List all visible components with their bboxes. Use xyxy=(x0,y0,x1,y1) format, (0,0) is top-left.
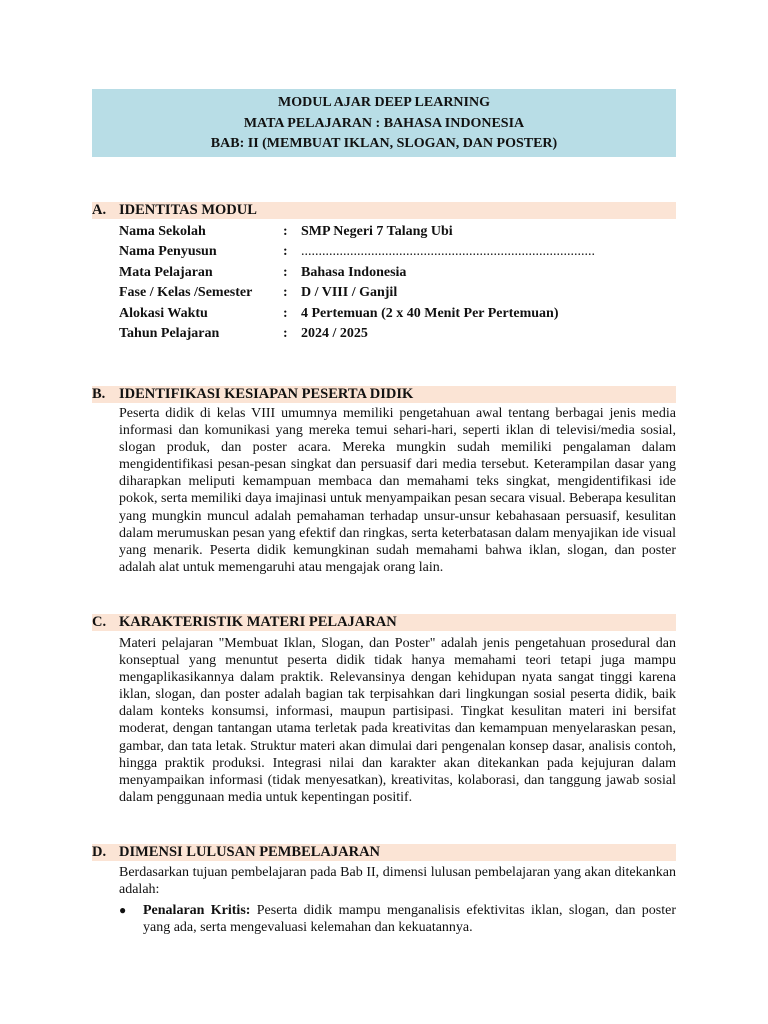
title-line-1: MODUL AJAR DEEP LEARNING xyxy=(278,95,490,110)
section-title: KARAKTERISTIK MATERI PELAJARAN xyxy=(119,614,397,630)
section-letter: A. xyxy=(92,202,107,218)
bullet-icon: ● xyxy=(119,903,127,917)
section-d-heading xyxy=(92,844,676,861)
identity-separator: : xyxy=(283,325,288,341)
identity-row xyxy=(119,324,676,344)
identity-value: Bahasa Indonesia xyxy=(301,264,407,280)
section-letter: B. xyxy=(92,386,106,402)
section-title: IDENTIFIKASI KESIAPAN PESERTA DIDIK xyxy=(119,386,414,402)
identity-row xyxy=(119,222,676,242)
section-letter: C. xyxy=(92,614,107,630)
identity-label: Alokasi Waktu xyxy=(119,305,208,321)
identity-row xyxy=(119,263,676,283)
section-title: DIMENSI LULUSAN PEMBELAJARAN xyxy=(119,844,381,860)
identity-value: SMP Negeri 7 Talang Ubi xyxy=(301,224,453,239)
identity-value: D / VIII / Ganjil xyxy=(301,285,398,301)
identity-row xyxy=(119,242,676,262)
identity-label: Fase / Kelas /Semester xyxy=(119,285,253,301)
list-item-term: Penalaran Kritis: xyxy=(143,903,251,918)
identity-separator: : xyxy=(283,264,288,280)
identity-separator: : xyxy=(283,285,288,301)
list-item-text: Peserta didik mampu menganalisis efektivitas iklan, slogan, dan poster yang ada, serta mengevaluasi kelemahan dan kekuatannya. xyxy=(143,903,676,936)
section-b-heading xyxy=(92,386,676,403)
identity-value: 2024 / 2025 xyxy=(301,325,368,341)
identity-label: Mata Pelajaran xyxy=(119,264,213,280)
section-title: IDENTITAS MODUL xyxy=(119,202,257,218)
identity-label: Tahun Pelajaran xyxy=(119,325,220,341)
identity-separator: : xyxy=(283,224,288,239)
list-item xyxy=(119,902,676,936)
identity-value: .................................................................................... xyxy=(301,244,595,260)
section-letter: D. xyxy=(92,844,107,860)
identity-row xyxy=(119,304,676,324)
title-line-3: BAB: II (MEMBUAT IKLAN, SLOGAN, DAN POSTER) xyxy=(210,136,558,151)
section-a-heading xyxy=(92,202,676,219)
identity-table xyxy=(119,222,676,344)
identity-separator: : xyxy=(283,305,288,321)
section-d-intro: Berdasarkan tujuan pembelajaran pada Bab II, dimensi lulusan pembelajaran yang akan ditekankan adalah: xyxy=(119,865,676,898)
identity-value: 4 Pertemuan (2 x 40 Menit Per Pertemuan) xyxy=(301,305,559,321)
title-line-2: MATA PELAJARAN : BAHASA INDONESIA xyxy=(243,115,525,131)
identity-row xyxy=(119,283,676,303)
identity-separator: : xyxy=(283,244,288,260)
section-b-paragraph: Peserta didik di kelas VIII umumnya memiliki pengetahuan awal tentang berbagai jenis media informasi dan komunikasi yang mereka temui sehari-hari, seperti iklan di televisi/media sosial, slogan produk, dan poster acara. Mereka mungkin sudah memiliki pengalaman dalam mengidentifikasi pesan-pesan singkat dan persuasif dari media tersebut. Keterampilan dasar yang diharapkan meliputi kemampuan membaca dan memahami teks singkat, mengidentifikasi ide pokok, serta memiliki daya imajinasi untuk menyampaikan pesan secara visual. Beberapa kesulitan yang mungkin muncul adalah pemahaman terhadap unsur-unsur kebahasaan persuasif, kesulitan dalam merumuskan pesan yang efektif dan ringkas, serta keterbatasan dalam menyajikan ide visual yang menarik. Peserta didik kemungkinan sudah memahami bahwa iklan, slogan, dan poster adalah alat untuk memengaruhi atau mengajak orang lain. xyxy=(119,406,676,575)
dimension-list xyxy=(119,902,676,936)
section-c-heading xyxy=(92,614,676,631)
identity-label: Nama Penyusun xyxy=(119,244,217,260)
section-c-paragraph: Materi pelajaran "Membuat Iklan, Slogan, dan Poster" adalah jenis pengetahuan prosedural dan konseptual yang menuntut peserta didik tidak hanya memahami teori tetapi juga mampu mengaplikasikannya dalam praktik. Relevansinya dengan kehidupan nyata sangat tinggi karena iklan, slogan, dan poster adalah bagian tak terpisahkan dari lingkungan sosial peserta didik, baik dalam konteks konsumsi, informasi, maupun partisipasi. Tingkat kesulitan materi ini bersifat moderat, dengan tantangan utama terletak pada kreativitas dan kemampuan menyelaraskan pesan, gambar, dan tata letak. Struktur materi akan dimulai dari pengenalan konsep dasar, analisis contoh, hingga praktik produksi. Integrasi nilai dan karakter akan ditekankan pada kejujuran dalam menyampaikan informasi (tidak menyesatkan), kreativitas, kolaborasi, dan tanggung jawab sosial dalam penggunaan media untuk kepentingan positif. xyxy=(119,636,676,805)
module-title-box xyxy=(92,89,676,157)
identity-label: Nama Sekolah xyxy=(119,224,206,239)
